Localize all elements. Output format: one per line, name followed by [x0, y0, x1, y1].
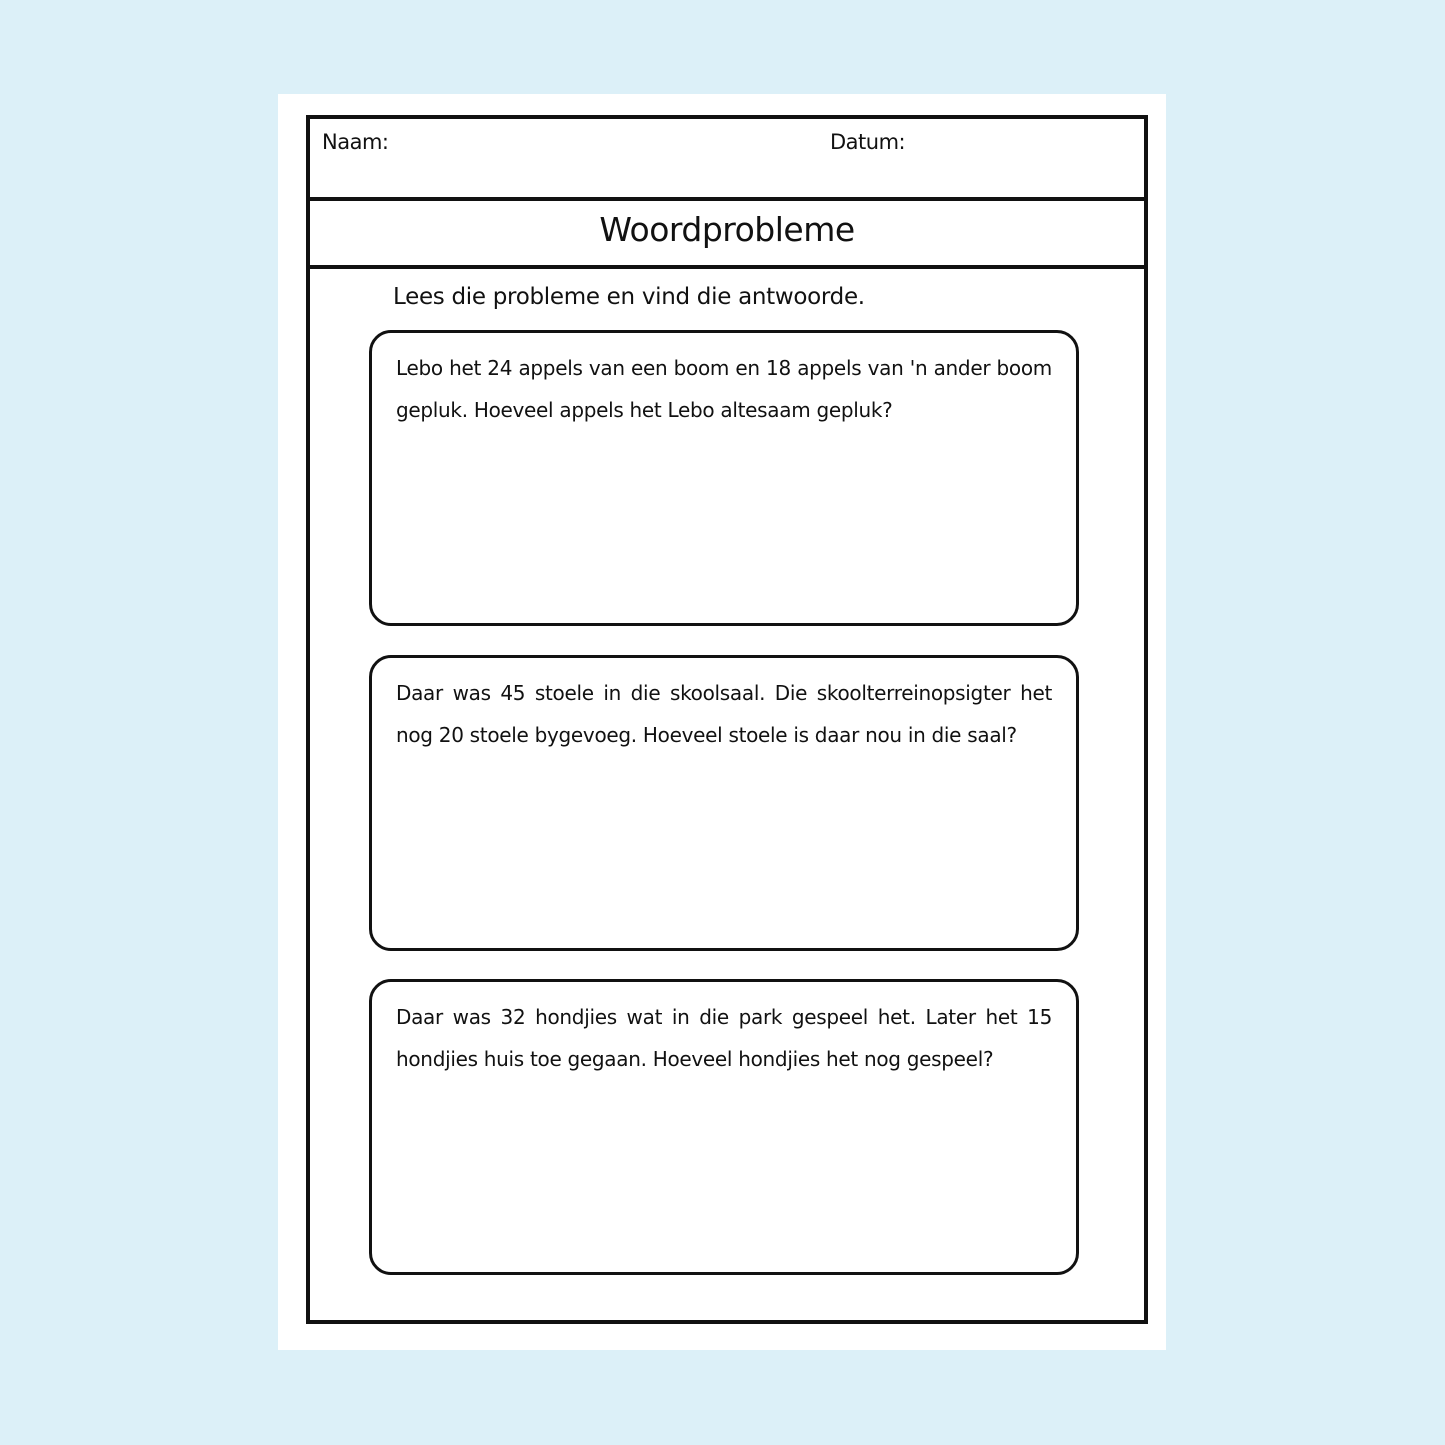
- date-label: Datum:: [830, 130, 906, 154]
- instruction-text: Lees die probleme en vind die antwoorde.: [393, 284, 865, 310]
- header-row: [310, 119, 1144, 201]
- problem-box-3: [369, 979, 1079, 1275]
- problem-box-2: [369, 655, 1079, 951]
- problem-text-1: Lebo het 24 appels van een boom en 18 appels van 'n ander boom gepluk. Hoeveel appels het Lebo altesaam gepluk?: [396, 356, 1052, 422]
- title-row: [310, 201, 1144, 269]
- problem-text-3: Daar was 32 hondjies wat in die park gespeel het. Later het 15 hondjies huis toe gegaan. Hoeveel hondjies het nog gespeel?: [396, 1005, 1052, 1071]
- page-title: Woordprobleme: [599, 210, 855, 249]
- problem-box-1: [369, 330, 1079, 626]
- problem-text-2: Daar was 45 stoele in die skoolsaal. Die skoolterreinopsigter het nog 20 stoele bygevoeg. Hoeveel stoele is daar nou in die saal?: [396, 681, 1052, 747]
- worksheet-frame: [306, 115, 1148, 1324]
- name-label: Naam:: [322, 130, 389, 154]
